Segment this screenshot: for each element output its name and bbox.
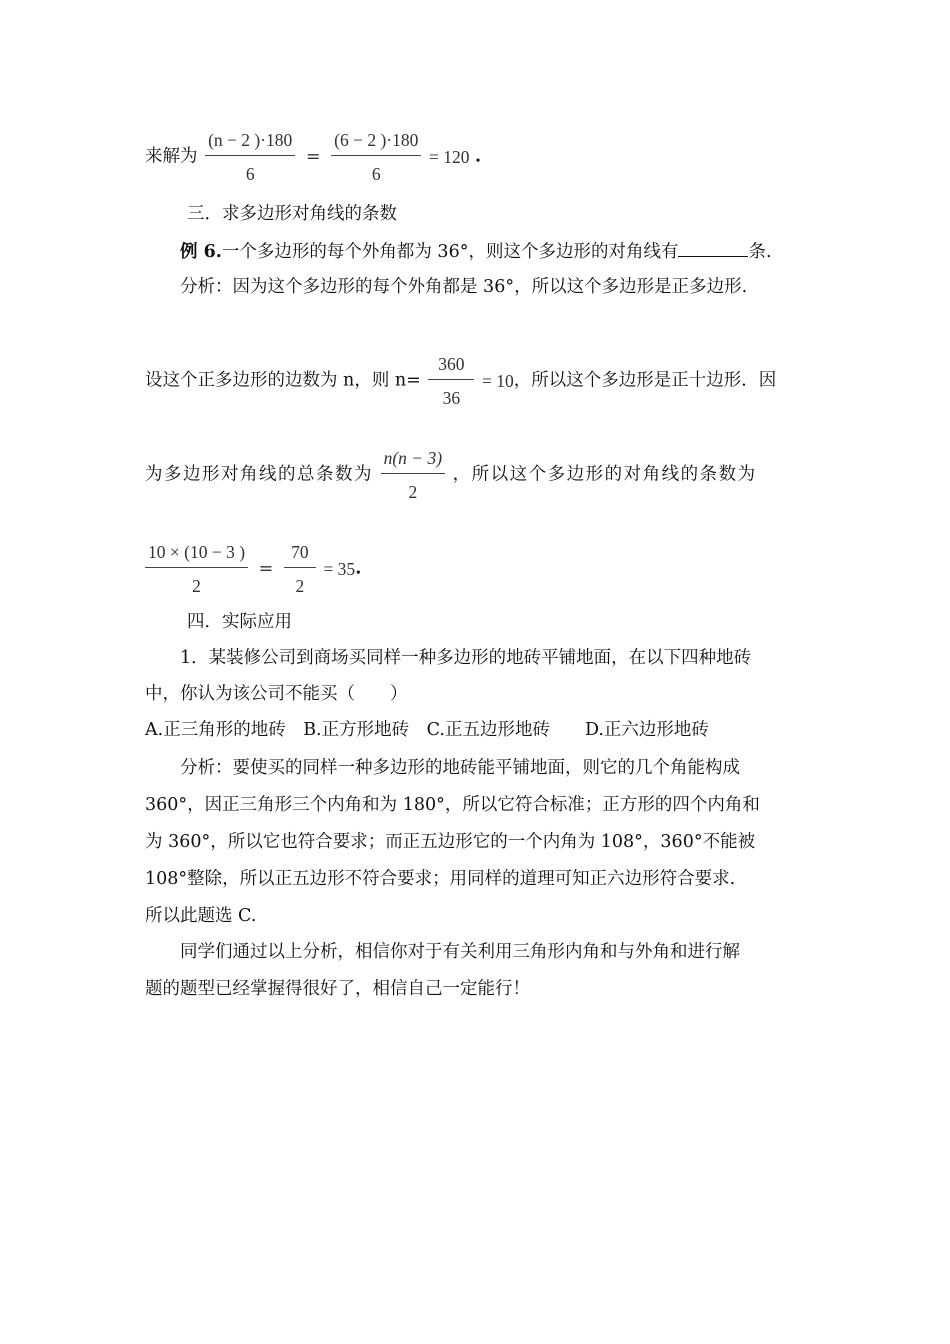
- fraction-2-denominator: 6: [371, 164, 381, 184]
- fraction-70-denominator: 2: [295, 576, 305, 596]
- example-end: 条.: [748, 242, 772, 262]
- fraction-2-numerator: (6 − 2 )·180: [331, 128, 421, 156]
- question-1-line-1: 1．某装修公司到商场买同样一种多边形的地砖平铺地面，在以下四种地砖: [180, 648, 752, 668]
- line4-end: .: [355, 558, 362, 579]
- fraction-1-numerator: (n − 2 )·180: [205, 128, 295, 156]
- fraction-1-denominator: 6: [245, 164, 255, 184]
- closing-line-1: 同学们通过以上分析，相信你对于有关利用三角形内角和与外角和进行解: [180, 942, 740, 962]
- equals-sign-2: =: [258, 559, 274, 579]
- line4-result: = 35: [323, 559, 356, 579]
- analysis-line-3: [145, 446, 757, 504]
- equation-end: .: [475, 146, 482, 167]
- q1-analysis-line-3: 为 360°，所以它也符合要求；而正五边形它的一个内角为 108°，360°不能被: [145, 832, 756, 852]
- answer-blank: [678, 240, 748, 257]
- example-6: [180, 240, 772, 264]
- q1-analysis-line-2: 360°，因正三角形三个内角和为 180°，所以它符合标准；正方形的四个内角和: [145, 795, 760, 815]
- fraction-360-numerator: 360: [428, 352, 474, 380]
- closing-line-2: 题的题型已经掌握得很好了，相信自己一定能行！: [145, 979, 530, 999]
- fraction-10x7-numerator: 10 × (10 − 3 ): [145, 540, 248, 568]
- fraction-70-numerator: 70: [284, 540, 316, 568]
- example-text: 一个多边形的每个外角都为 36°，则这个多边形的对角线有: [221, 242, 679, 262]
- equation-result: = 120: [428, 147, 470, 167]
- q1-analysis-line-5: 所以此题选 C.: [145, 906, 257, 926]
- line2-prefix: 设这个正多边形的边数为 n，则 n=: [145, 370, 421, 391]
- line2-suffix: ，所以这个多边形是正十边形．因: [513, 370, 777, 391]
- diagonals-formula-numerator: n(n − 3): [381, 446, 445, 474]
- analysis-line-2: [145, 352, 776, 410]
- section-4-heading: 四．实际应用: [187, 612, 292, 632]
- fraction-10x7-denominator: 2: [192, 576, 201, 596]
- q1-analysis-line-1: 分析：要使买的同样一种多边形的地砖能平铺地面，则它的几个角能构成: [180, 758, 740, 778]
- fraction-70-over-2: [284, 540, 316, 598]
- fraction-10x7: [145, 540, 248, 598]
- fraction-1: [205, 128, 295, 186]
- q1-analysis-line-4: 108°整除，所以正五边形不符合要求；用同样的道理可知正六边形符合要求.: [145, 869, 736, 889]
- example-label: 例 6.: [180, 242, 222, 262]
- line3-prefix: 为多边形对角线的总条数为: [145, 464, 373, 485]
- fraction-36-denominator: 36: [442, 388, 461, 408]
- equals-sign: =: [305, 147, 321, 167]
- analysis-line-4: [143, 540, 361, 598]
- equation-prefix: 来解为: [145, 146, 198, 167]
- line2-result: = 10: [482, 371, 514, 391]
- fraction-2: [331, 128, 421, 186]
- analysis-line-1: 分析：因为这个多边形的每个外角都是 36°，所以这个多边形是正多边形.: [180, 277, 748, 297]
- diagonals-formula-denominator: 2: [408, 482, 418, 502]
- fraction-diagonals-formula: [381, 446, 445, 504]
- question-1-line-2: 中，你认为该公司不能买（ ）: [145, 684, 408, 704]
- fraction-360-over-36: [428, 352, 474, 410]
- line3-suffix: ，所以这个多边形的对角线的条数为: [452, 464, 757, 485]
- question-1-options: A.正三角形的地砖 B.正方形地砖 C.正五边形地砖 D.正六边形地砖: [145, 720, 709, 740]
- section-3-heading: 三．求多边形对角线的条数: [187, 204, 397, 224]
- equation-line-1: [145, 128, 481, 186]
